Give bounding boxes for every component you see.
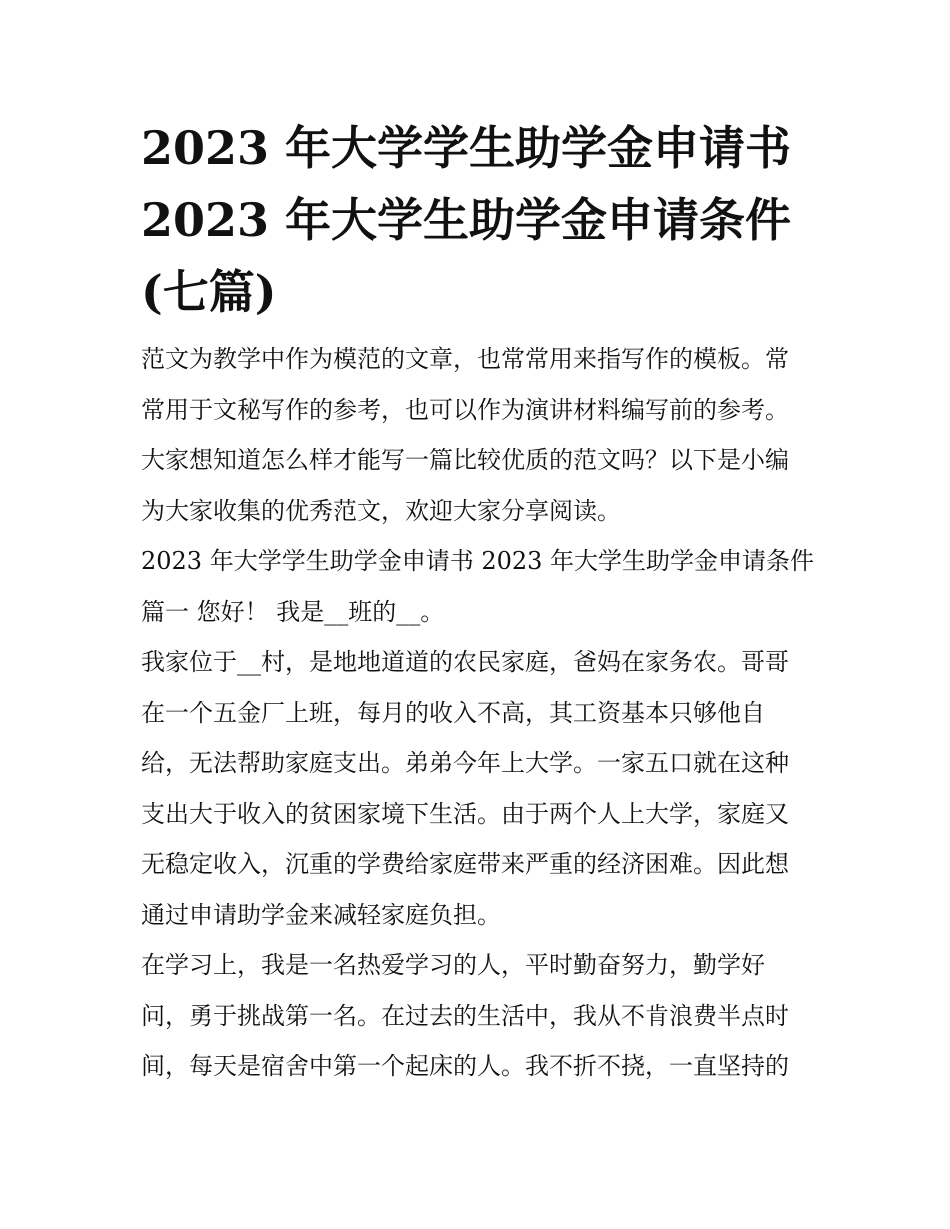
- text-line: 支出大于收入的贫困家境下生活。由于两个人上大学，家庭又: [141, 799, 789, 828]
- text-line: 间，每天是宿舍中第一个起床的人。我不折不挠，一直坚持的: [141, 1052, 789, 1080]
- text-line: 篇一 您好！ 我是__班的__。: [141, 597, 445, 626]
- intro-paragraph: [141, 334, 813, 536]
- text-line: 问，勇于挑战第一名。在过去的生活中，我从不肯浪费半点时: [141, 1001, 789, 1030]
- text-line: 为大家收集的优秀范文，欢迎大家分享阅读。: [141, 496, 621, 525]
- text-line: 给，无法帮助家庭支出。弟弟今年上大学。一家五口就在这种: [141, 749, 789, 777]
- text-line: 我家位于__村，是地地道道的农民家庭，爸妈在家务农。哥哥: [141, 648, 789, 676]
- study-paragraph: [141, 940, 813, 1092]
- text-line: 通过申请助学金来减轻家庭负担。: [141, 900, 501, 929]
- title-line: 2023 年大学学生助学金申请书: [141, 121, 792, 175]
- text-line: 2023 年大学学生助学金申请书 2023 年大学生助学金申请条件: [141, 547, 815, 575]
- text-line: 范文为教学中作为模范的文章，也常常用来指写作的模板。常: [141, 345, 789, 373]
- section-heading-paragraph: [141, 536, 813, 637]
- document-page: [141, 112, 813, 1092]
- text-line: 常用于文秘写作的参考，也可以作为演讲材料编写前的参考。: [141, 395, 789, 424]
- title-line: 2023 年大学生助学金申请条件: [141, 193, 792, 247]
- text-line: 在学习上，我是一名热爱学习的人，平时勤奋努力，勤学好: [141, 951, 765, 979]
- family-paragraph: [141, 637, 813, 940]
- document-title: [141, 112, 813, 328]
- title-line: (七篇): [141, 265, 277, 319]
- text-line: 大家想知道怎么样才能写一篇比较优质的范文吗？以下是小编: [141, 446, 789, 474]
- text-line: 在一个五金厂上班，每月的收入不高，其工资基本只够他自: [141, 698, 765, 727]
- text-line: 无稳定收入，沉重的学费给家庭带来严重的经济困难。因此想: [141, 850, 789, 878]
